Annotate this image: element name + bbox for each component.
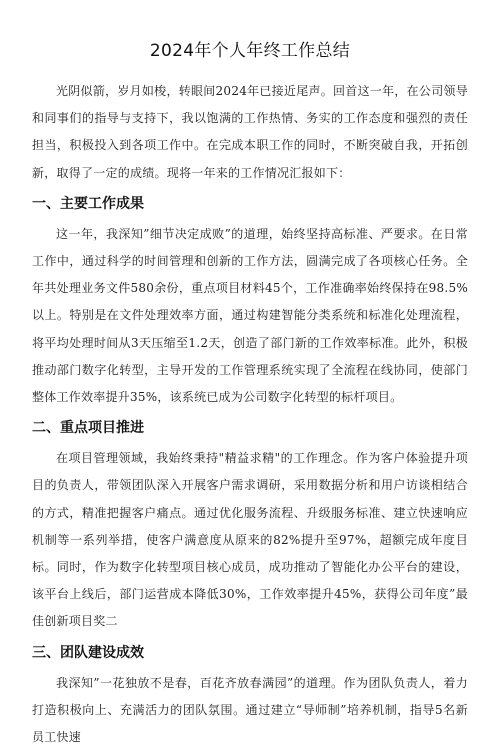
intro-paragraph: 光阴似箭，岁月如梭，转眼间2024年已接近尾声。回首这一年，在公司领导和同事们的指导与支持下，我以饱满的工作热情、务实的工作态度和强烈的责任担当，积极投入到各项工作中。在完成本职工作的同时，不断突破自我，开拓创新，取得了一定的成绩。现将一年来的工作情况汇报如下：	[32, 84, 468, 180]
document-title: 2024年个人年终工作总结	[149, 41, 351, 61]
section-body-projects: 在项目管理领域，我始终秉持"精益求精"的工作理念。作为客户体验提升项目的负责人，带领团队深入开展客户需求调研，采用数据分析和用户访谈相结合的方式，精准把握客户痛点。通过优化服务流程、升级服务标准、建立快速响应机制等一系列举措，使客户满意度从原来的82%提升至97%，超额完成年度目标。同时，作为数字化转型项目核心成员，成功推动了智能化办公平台的建设，该平台上线后，部门运营成本降低30%，工作效率提升45%，获得公司年度”最佳创新项目奖二	[32, 451, 468, 629]
section-heading-achievements: 一、主要工作成果	[32, 195, 144, 212]
section-body-team: 我深知”一花独放不是春，百花齐放春满园”的道理。作为团队负责人，着力打造积极向上、充满活力的团队氛围。通过建立“导师制”培养机制，指导5名新员工快速	[32, 675, 468, 745]
section-heading-team: 三、团队建设成效	[32, 644, 144, 661]
section-body-achievements: 这一年，我深知”细节决定成败”的道理，始终坚持高标准、严要求。在日常工作中，通过科学的时间管理和创新的工作方法，圆满完成了各项核心任务。全年共处理业务文件580余份，重点项目材料45个，工作准确率始终保持在98.5%以上。特别是在文件处理效率方面，通过构建智能分类系统和标准化处理流程，将平均处理时间从3天压缩至1.2天，创造了部门新的工作效率标准。此外，积极推动部门数字化转型，主导开发的工作管理系统实现了全流程在线协同，使部门整体工作效率提升35%，该系统已成为公司数字化转型的标杆项目。	[32, 226, 468, 405]
section-heading-projects: 二、重点项目推进	[32, 420, 144, 437]
